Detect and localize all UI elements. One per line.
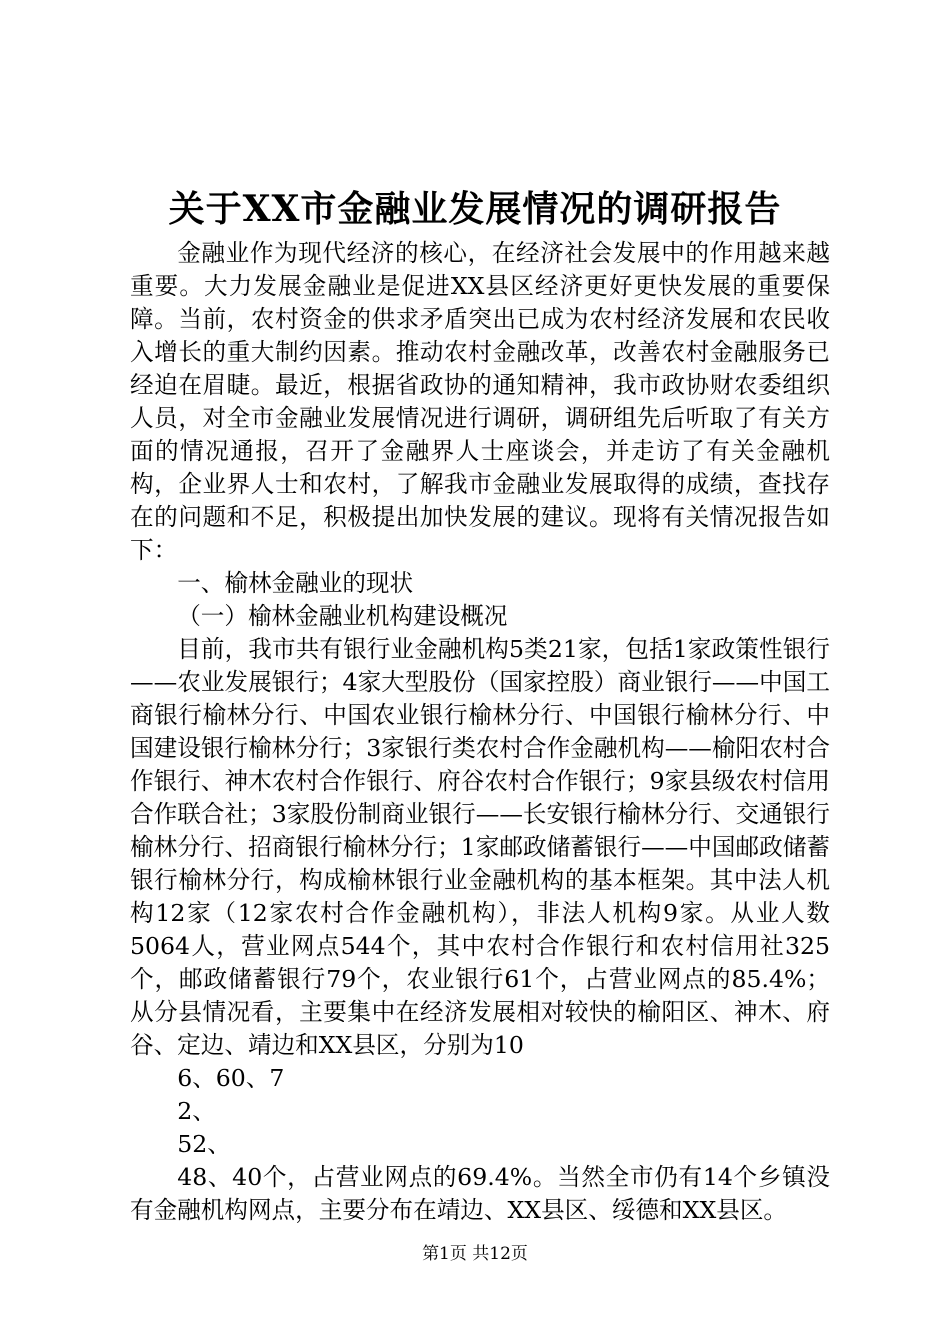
page-number: 第1页 共12页 [422,1244,528,1264]
document-body [130,237,830,1227]
paragraph-fragment: 52、 [177,1130,231,1158]
paragraph-fragment: 2、 [177,1097,216,1125]
subsection-heading: （一）榆林金融业机构建设概况 [177,602,508,630]
document-title: 关于XX市金融业发展情况的调研报告 [168,188,782,230]
paragraph-intro: 金融业作为现代经济的核心，在经济社会发展中的作用越来越重要。大力发展金融业是促进XX县区经济更好更快发展的重要保障。当前，农村资金的供求矛盾突出已成为农村经济发展和农民收入增长的重大制约因素。推动农村金融改革，改善农村金融服务已经迫在眉睫。最近，根据省政协的通知精神，我市政协财农委组织人员，对全市金融业发展情况进行调研，调研组先后听取了有关方面的情况通报，召开了金融界人士座谈会，并走访了有关金融机构，企业界人士和农村，了解我市金融业发展取得的成绩，查找存在的问题和不足，积极提出加快发展的建议。现将有关情况报告如下： [130,239,830,564]
section-heading: 一、榆林金融业的现状 [177,569,414,597]
paragraph-outlets: 48、40个，占营业网点的69.4%。当然全市仍有14个乡镇没有金融机构网点，主要分布在靖边、XX县区、绥德和XX县区。 [130,1163,830,1224]
paragraph-institutions: 目前，我市共有银行业金融机构5类21家，包括1家政策性银行——农业发展银行；4家大型股份（国家控股）商业银行——中国工商银行榆林分行、中国农业银行榆林分行、中国银行榆林分行、中国建设银行榆林分行；3家银行类农村合作金融机构——榆阳农村合作银行、神木农村合作银行、府谷农村合作银行；9家县级农村信用合作联合社；3家股份制商业银行——长安银行榆林分行、交通银行榆林分行、招商银行榆林分行；1家邮政储蓄银行——中国邮政储蓄银行榆林分行，构成榆林银行业金融机构的基本框架。其中法人机构12家（12家农村合作金融机构），非法人机构9家。从业人数5064人，营业网点544个，其中农村合作银行和农村信用社325个，邮政储蓄银行79个，农业银行61个，占营业网点的85.4%；从分县情况看，主要集中在经济发展相对较快的榆阳区、神木、府谷、定边、靖边和XX县区，分别为10 [130,635,830,1059]
paragraph-fragment: 6、60、7 [177,1064,285,1092]
